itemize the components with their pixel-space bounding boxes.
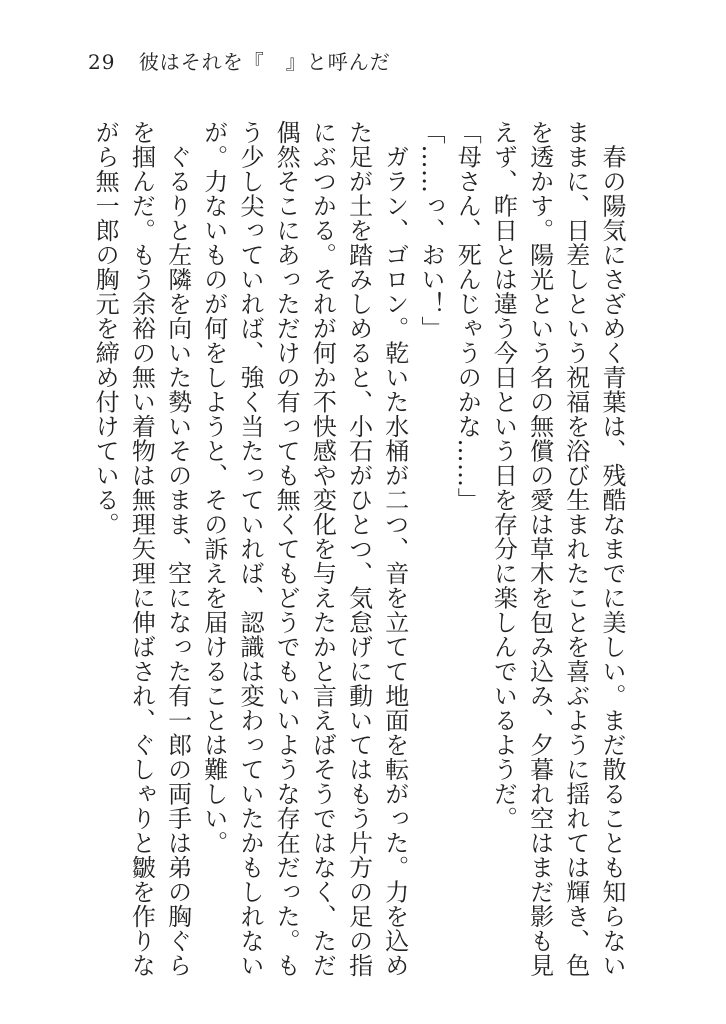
paragraph: ガラン、ゴロン。乾いた水桶が二つ、音を立てて地面を転がった。力を込めた足が土を踏みしめると、小石がひとつ、気怠げに動いてはもう片方の足の指にぶつかる。それが何か不快感や変化を与えたかと言えばそうではなく、ただ偶然そこにあっただけの有っても無くてもどうでもいいような存在だった。もう少し尖っていれば、強く当たっていれば、認識は変わっていたかもしれないが。力ないものが何をしようと、その訴えを届けることは難しい。 [199,120,409,978]
vertical-text-body [70,120,630,980]
paragraph: ぐるりと左隣を向いた勢いそのまま、空になった有一郎の両手は弟の胸ぐらを掴んだ。もう余裕の無い着物は無理矢理に伸ばされ、ぐしゃりと皺を作りながら無一郎の胸元を締め付けている。 [91,120,192,978]
paragraph: 「……っ、おい！」 [416,120,445,341]
paragraph: 「母さん、死んじゃうのかな……」 [453,120,482,512]
page-number: 29 [88,50,116,74]
paragraph: 春の陽気にさざめく青葉は、残酷なまでに美しい。まだ散ることも知らないままに、日差しという祝福を浴び生まれたことを喜ぶように揺れては輝き、色を透かす。陽光という名の無償の愛は草木を包み込み、夕暮れ空はまだ影も見えず、昨日とは違う今日という日を存分に楽しんでいるようだ。 [489,120,626,978]
chapter-title: 彼はそれを『 』と呼んだ [138,50,391,74]
page-header [88,46,391,75]
